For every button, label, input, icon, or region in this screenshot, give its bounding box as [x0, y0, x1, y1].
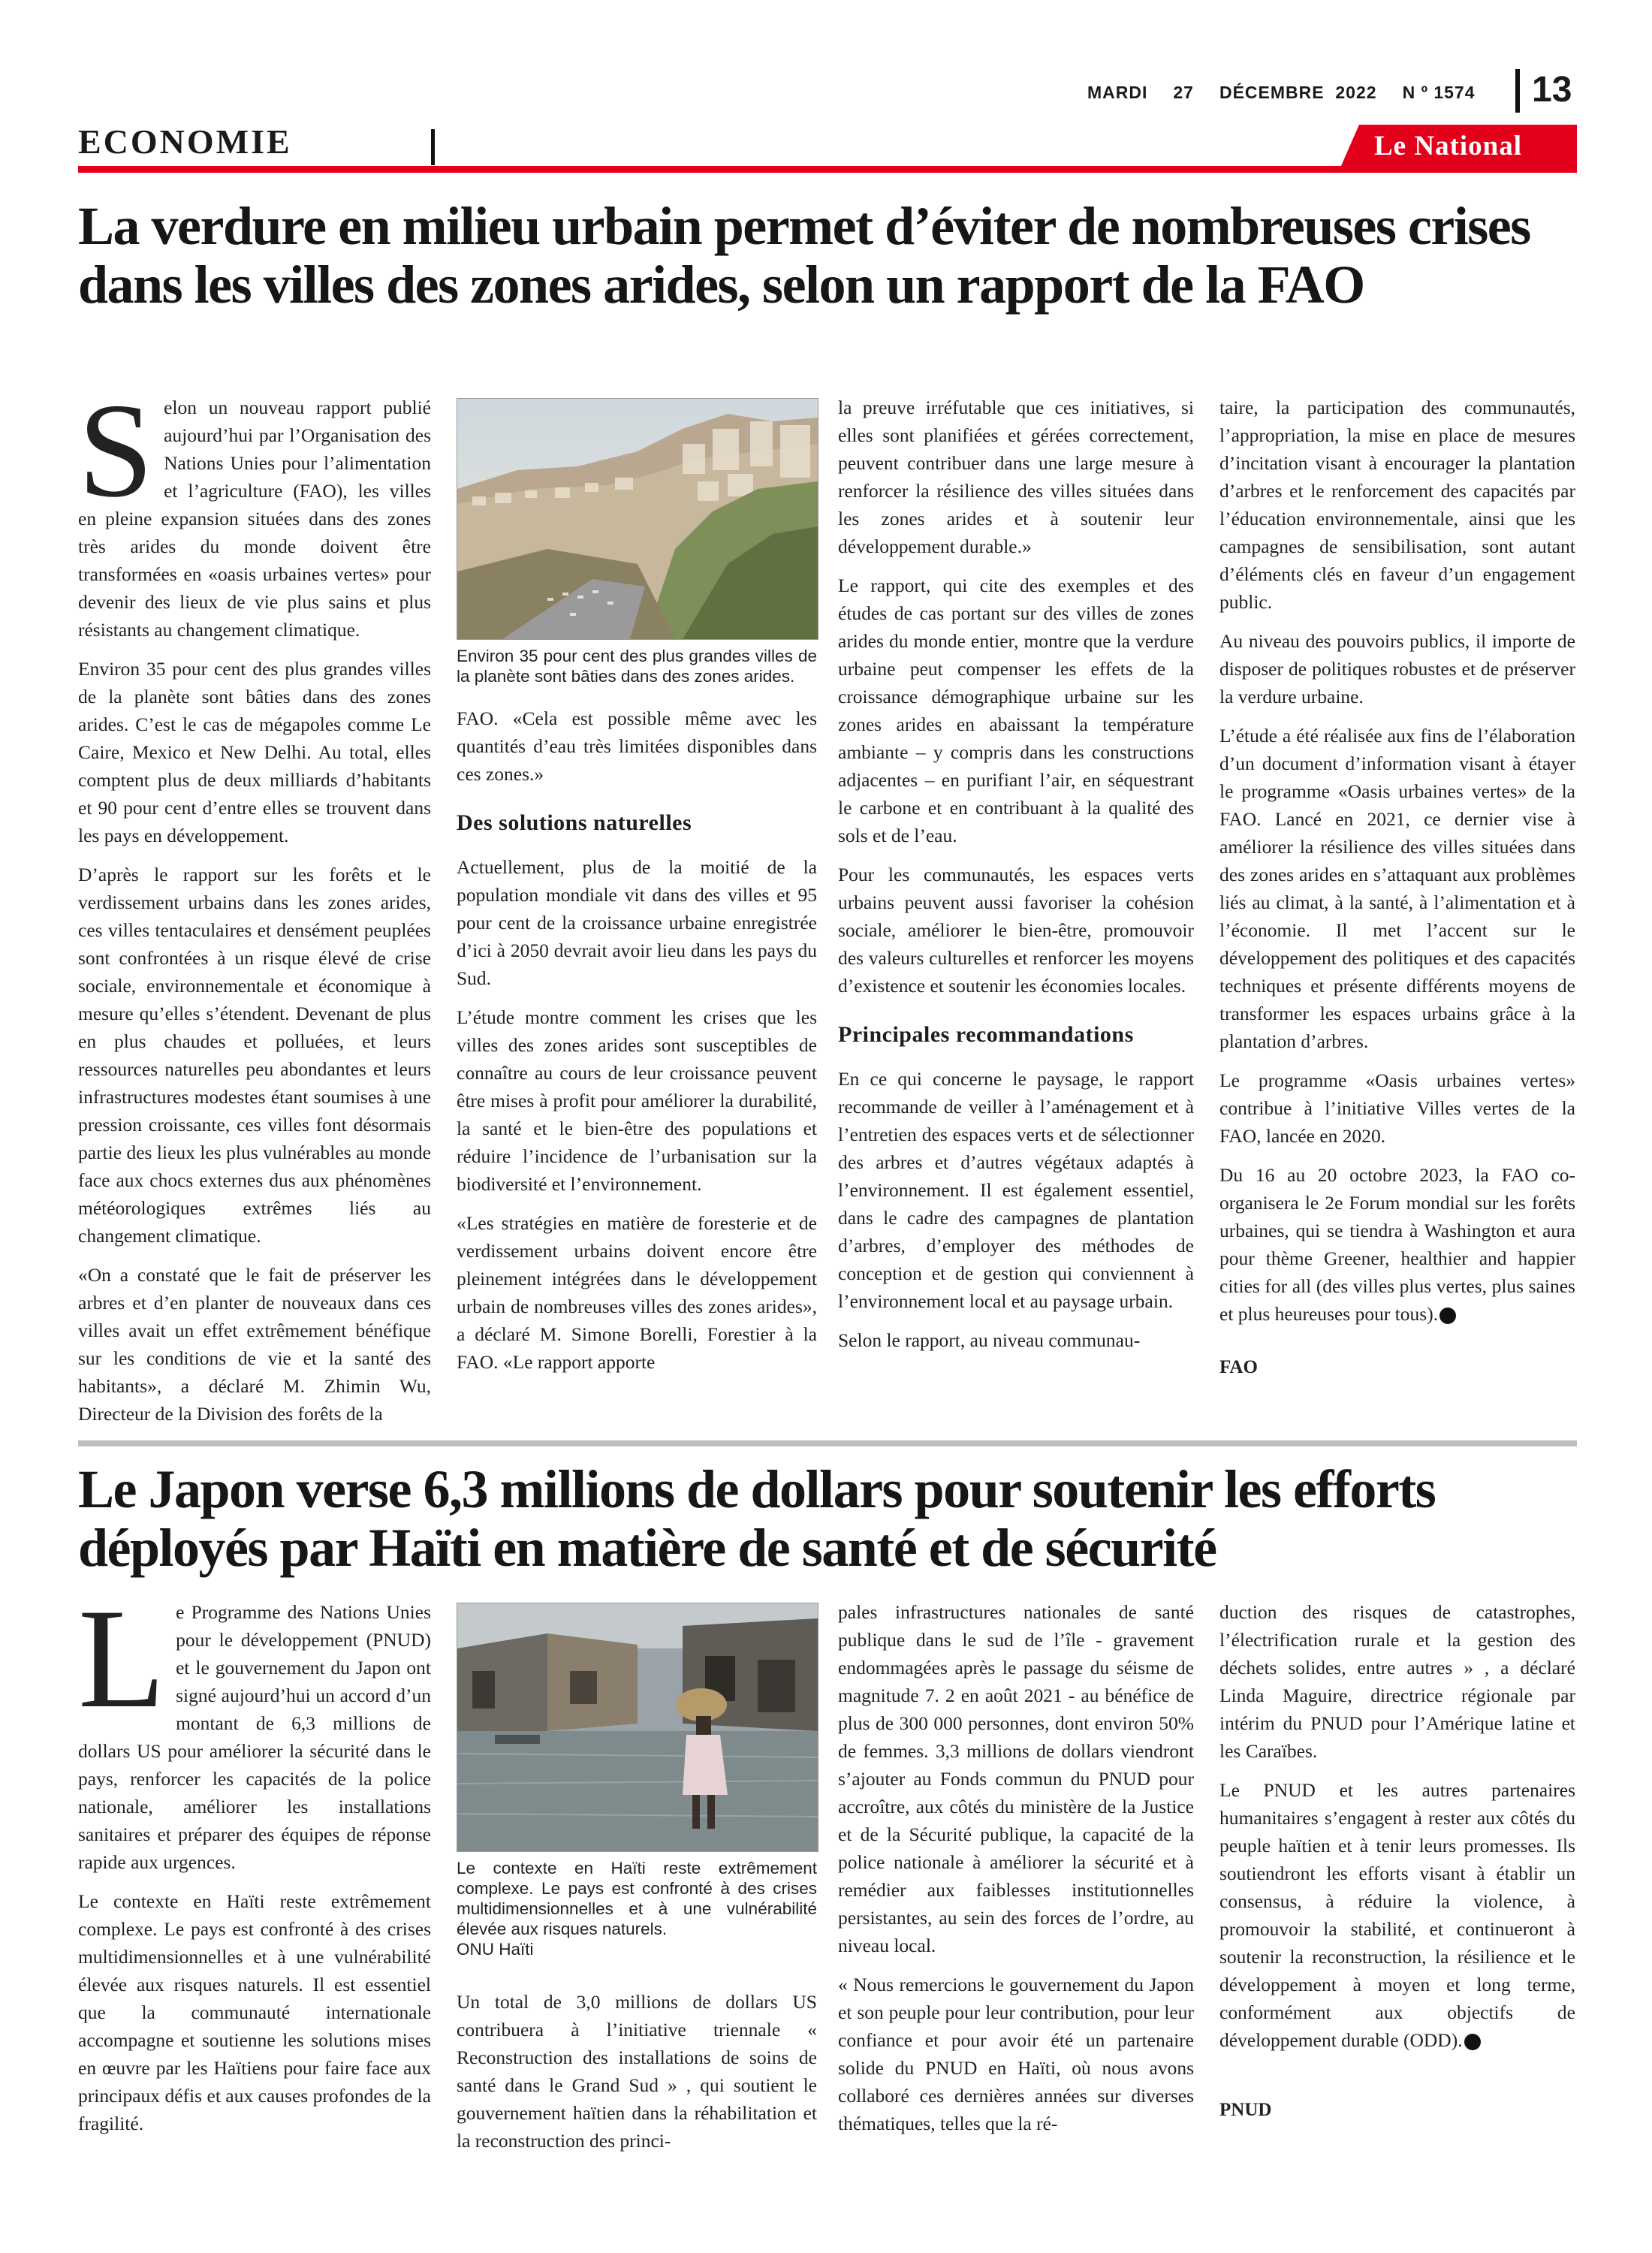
issue-number: N º 1574 — [1402, 83, 1476, 102]
article1-column-4 — [1219, 394, 1575, 1381]
article1-column-2 — [457, 398, 817, 1387]
issue-day: MARDI — [1087, 83, 1148, 102]
article2-column-1 — [78, 1580, 431, 2149]
article2-column-2 — [457, 1603, 817, 2166]
article1-paragraph: Le programme «Oasis urbaines vertes» contribue à l’initiative Villes vertes de la FAO, lancée en 2020. — [1219, 1069, 1575, 1147]
issue-date-number: 27 — [1173, 83, 1194, 102]
article2-photo-credit: ONU Haïti — [457, 1940, 534, 1959]
article1-paragraph: Pour les communautés, les espaces verts urbains peuvent aussi favoriser la cohésion sociale, améliorer le bien-être, promouvoir des valeurs culturelles et renforcer les moyens d’existence et soutenir les économies locales. — [838, 864, 1194, 997]
article1-paragraph: elon un nouveau rapport publié aujourd’hui par l’Organisation des Nations Unies pour l’alimentation et l’agriculture (FAO), les villes en pleine expansion situées dans des zones très arides du monde doivent être transformées en «oasis urbaines vertes» pour devenir des lieux de vie plus sains et plus résistants au changement climatique. — [78, 397, 431, 641]
article1-paragraph: Actuellement, plus de la moitié de la population mondiale vit dans des villes et 95 pour cent de la croissance urbaine enregistrée d’ici à 2050 devrait avoir lieu dans les pays du Sud. — [457, 856, 817, 989]
issue-date-line — [1087, 83, 1508, 103]
article2-paragraph: duction des risques de catastrophes, l’électrification rurale et la gestion des déchets solides, entre autres » , a déclaré Linda Maguire, directrice régionale par intérim du PNUD pour l’Amérique latine et les Caraïbes. — [1219, 1601, 1575, 1762]
article1-paragraph: «On a constaté que le fait de préserver les arbres et d’en planter de nouveaux dans ces villes avait un effet extrêmement bénéfique sur les conditions de vie et la santé des habitants», a déclaré M. Zhimin Wu, Directeur de la Division des forêts de la — [78, 1264, 431, 1425]
article1-signature: FAO — [1219, 1357, 1258, 1377]
section-title: ECONOMIE — [78, 122, 292, 161]
end-of-article-mark — [1464, 2034, 1481, 2050]
article1-paragraph: En ce qui concerne le paysage, le rapport recommande de veiller à l’aménagement et à l’entretien des espaces verts et de sélectionner des arbres et d’autres végétaux adaptés à l’environnement. Il est également essentiel, dans le cadre des campagnes de plantation d’arbres, d’employer des méthodes de conception et de gestion qui conviennent à l’environnement local et au paysage urbain. — [838, 1068, 1194, 1312]
article1-headline: La verdure en milieu urbain permet d’éviter de nombreuses crises dans les villes des zones arides, selon un rapport de la FAO — [78, 196, 1530, 315]
article1-photo-caption: Environ 35 pour cent des plus grandes villes de la planète sont bâties dans des zones arides. — [457, 647, 817, 686]
article1-paragraph: Du 16 au 20 octobre 2023, la FAO co-organisera le 2e Forum mondial sur les forêts urbaines, qui se tiendra à Washington et aura pour thème Greener, healthier and happier cities for all (des villes plus vertes, plus saines et plus heureuses pour tous). — [1219, 1164, 1575, 1325]
article1-dropcap: S — [78, 376, 154, 525]
article1-column-1 — [78, 376, 431, 1439]
article1-paragraph: L’étude montre comment les crises que les villes des zones arides sont susceptibles de connaître au cours de leur croissance peuvent être mises à profit pour améliorer la durabilité, la santé et le bien-être des populations et réduire l’incidence de l’urbanisation sur la biodiversité et l’environnement. — [457, 1006, 817, 1195]
article2-column-3 — [838, 1598, 1194, 2149]
article-separator — [78, 1440, 1577, 1446]
article2-dropcap: L — [78, 1580, 166, 1738]
page-number: 13 — [1532, 70, 1572, 110]
issue-month-year: DÉCEMBRE 2022 — [1219, 83, 1377, 102]
article2-headline: Le Japon verse 6,3 millions de dollars pour soutenir les efforts déployés par Haïti en matière de santé et de sécurité — [78, 1459, 1436, 1578]
article2-paragraph: Le contexte en Haïti reste extrêmement complexe. Le pays est confronté à des crises multidimensionnelles et à une vulnérabilité élevée aux risques naturels. Il est essentiel que la communauté internationale accompagne et soutienne les solutions mises en œuvre par les Haïtiens pour faire face aux principaux défis et aux causes profondes de la fragilité. — [78, 1890, 431, 2134]
section-divider — [431, 129, 435, 165]
article2-signature: PNUD — [1219, 2100, 1272, 2120]
article2-paragraph: pales infrastructures nationales de santé publique dans le sud de l’île - gravement endommagées après le passage du séisme de magnitude 7. 2 en août 2021 - au bénéfice de plus de 300 000 personnes, dont environ 50% de femmes. 3,3 millions de dollars viendront s’ajouter au Fonds commun du PNUD pour accroître, aux côtés du ministère de la Justice et de la Sécurité publique, la capacité de la police nationale à améliorer la sécurité et à remédier aux faiblesses institutionnelles persistantes, au sein des forces de l’ordre, au niveau local. — [838, 1601, 1194, 1956]
article1-paragraph: Environ 35 pour cent des plus grandes villes de la planète sont bâties dans des zones arides. C’est le cas de mégapoles comme Le Caire, Mexico et New Delhi. Au total, elles comptent plus de deux milliards d’habitants et 90 pour cent d’entre elles se trouvent dans les pays en développement. — [78, 658, 431, 846]
article2-paragraph: Le PNUD et les autres partenaires humanitaires s’engagent à rester aux côtés du peuple haïtien et à tenir leurs promesses. Ils soutiendront les efforts visant à établir un consensus, à réduire la violence, à promouvoir la stabilité, et continueront à soutenir la reconstruction, la résilience et le développement à moyen et long terme, conformément aux objectifs de développement durable (ODD). — [1219, 1779, 1575, 2051]
article2-paragraph: e Programme des Nations Unies pour le développement (PNUD) et le gouvernement du Japon ont signé aujourd’hui un accord d’un montant de 6,3 millions de dollars US pour améliorer la sécurité dans le pays, renforcer les capacités de la police nationale, améliorer les installations sanitaires et préparer des équipes de réponse rapide aux urgences. — [78, 1601, 431, 1873]
article1-paragraph: Le rapport, qui cite des exemples et des études de cas portant sur des villes de zones arides du monde entier, montre que la verdure urbaine peut compenser les effets de la croissance démographique urbaine sur les zones arides en abaissant la température ambiante – y compris dans les constructions adjacentes – en purifiant l’air, en séquestrant le carbone et en contribuant à la qualité des sols et de l’eau. — [838, 575, 1194, 846]
flooded-street-photo — [457, 1603, 818, 1852]
article1-paragraph: Selon le rapport, au niveau communau- — [838, 1329, 1141, 1351]
article1-paragraph: Au niveau des pouvoirs publics, il importe de disposer de politiques robustes et de préserver la verdure urbaine. — [1219, 630, 1575, 707]
article1-paragraph: FAO. «Cela est possible même avec les quantités d’eau très limitées disponibles dans ces zones.» — [457, 707, 817, 785]
article2-photo-caption — [457, 1858, 817, 1959]
article1-paragraph: «Les stratégies en matière de foresterie et de verdissement urbains doivent encore être pleinement intégrées dans le développement urbain de nombreuses villes des zones arides», a déclaré M. Simone Borelli, Forestier à la FAO. «Le rapport apporte — [457, 1212, 817, 1373]
article2-paragraph: Un total de 3,0 millions de dollars US contribuera à l’initiative triennale « Reconstruction des installations de soins de santé dans le Grand Sud » , qui soutient le gouvernement haïtien dans la réhabilitation et la reconstruction des princi- — [457, 1991, 817, 2152]
header-divider — [1515, 69, 1520, 113]
article1-paragraph: taire, la participation des communautés, l’appropriation, la mise en place de mesures d’incitation visant à encourager la plantation d’arbres et le renforcement des capacités par l’éducation environnementale, ainsi que les campagnes de sensibilisation, sont autant d’éléments clés en faveur d’un engagement public. — [1219, 397, 1575, 613]
newspaper-brand: Le National — [1374, 131, 1523, 161]
article1-subheading-recommendations: Principales recommandations — [838, 1022, 1134, 1047]
article1-subheading-solutions: Des solutions naturelles — [457, 810, 692, 835]
article1-paragraph: D’après le rapport sur les forêts et le verdissement urbains dans les zones arides, ces villes tentaculaires et densément peuplées sont confrontées à un risque élevé de crise sociale, environnementale et économique à mesure qu’elles s’étendent. Devenant de plus en plus chaudes et polluées, et leurs ressources naturelles peu abondantes et leurs infrastructures modestes étant soumises à une pression croissante, ces villes font désormais partie des lieux les plus vulnérables au monde face aux chocs externes dus aux phénomènes météorologiques extrêmes liés au changement climatique. — [78, 864, 431, 1247]
city-hillside-photo — [457, 398, 818, 640]
article1-paragraph: la preuve irréfutable que ces initiatives, si elles sont planifiées et gérées correctement, peuvent contribuer dans une large mesure à renforcer la résilience des villes situées dans les zones arides et à soutenir leur développement durable.» — [838, 397, 1194, 557]
article1-paragraph: L’étude a été réalisée aux fins de l’élaboration d’un document d’information visant à étayer le programme «Oasis urbaines vertes» de la FAO. Lancé en 2021, ce dernier vise à améliorer la résilience des villes situées dans des zones arides en s’attaquant aux problèmes liés au climat, à la santé, à l’alimentation et à l’économie. Il met l’accent sur le développement des politiques et des capacités techniques et présente différents moyens de transformer les espaces urbains grâce à la plantation d’arbres. — [1219, 725, 1575, 1052]
end-of-article-mark — [1439, 1307, 1456, 1324]
article2-caption-text: Le contexte en Haïti reste extrêmement complexe. Le pays est confronté à des crises multidimensionnelles et à une vulnérabilité élevée aux risques naturels. — [457, 1859, 817, 1938]
article2-paragraph: « Nous remercions le gouvernement du Japon et son peuple pour leur contribution, pour leur confiance et pour avoir été un partenaire solide du PNUD en Haïti, où nous avons collaboré ces dernières années sur diverses thématiques, telles que la ré- — [838, 1974, 1194, 2134]
article2-column-4 — [1219, 1598, 1575, 2124]
article1-column-3 — [838, 394, 1194, 1365]
